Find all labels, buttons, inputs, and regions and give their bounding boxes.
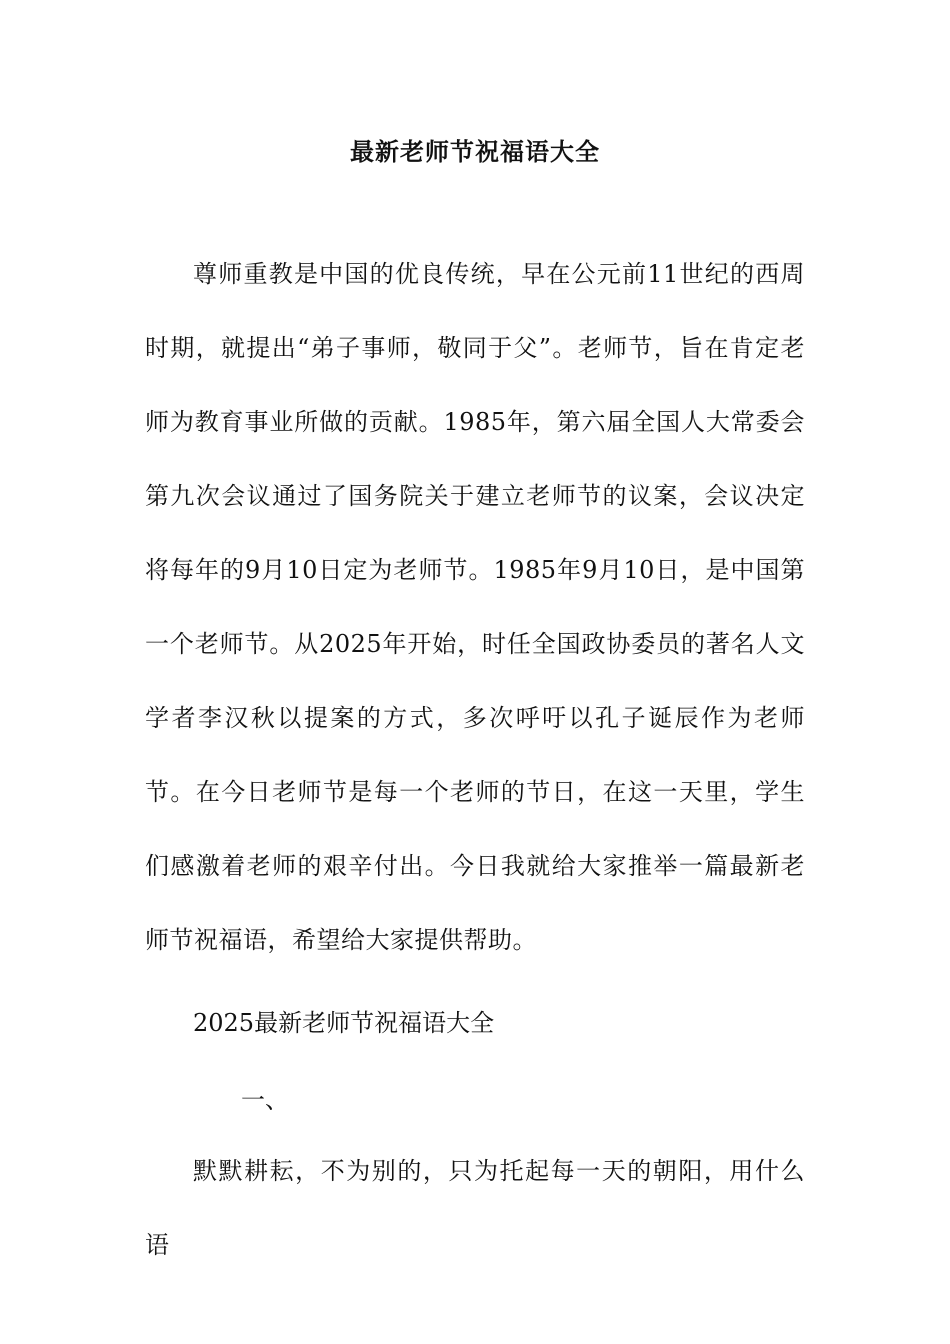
first-blessing-text: 默默耕耘，不为别的，只为托起每一天的朝阳，用什么语 xyxy=(145,1157,805,1259)
document-title: 最新老师节祝福语大全 xyxy=(350,137,600,166)
section-heading: 2025最新老师节祝福语大全 xyxy=(193,1009,495,1037)
section-number: 一、 xyxy=(241,1086,289,1114)
intro-paragraph: 尊师重教是中国的优良传统，早在公元前11世纪的西周时期，就提出“弟子事师，敬同于父”。老师节，旨在肯定老师为教育事业所做的贡献。1985年，第六届全国人大常委会第九次会议通过了国务院关于建立老师节的议案，会议决定将每年的9月10日定为老师节。1985年9月10日，是中国第一个老师节。从2025年开始，时任全国政协委员的著名人文学者李汉秋以提案的方式，多次呼吁以孔子诞辰作为老师节。在今日老师节是每一个老师的节日，在这一天里，学生们感激着老师的艰辛付出。今日我就给大家推举一篇最新老师节祝福语，希望给大家提供帮助。 xyxy=(145,260,805,954)
